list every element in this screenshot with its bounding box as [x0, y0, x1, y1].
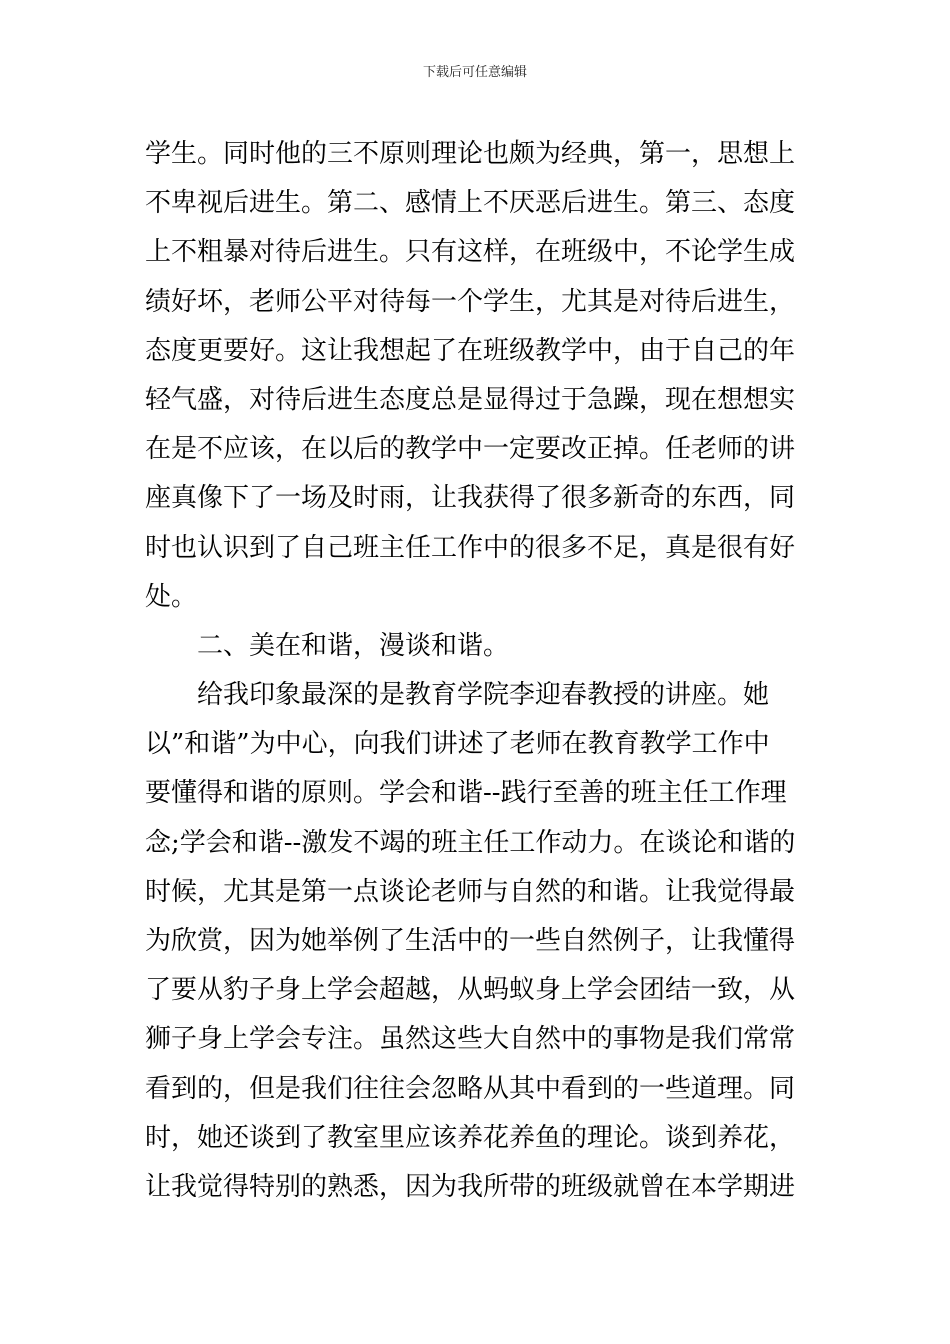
- text-line: 要懂得和谐的原则。学会和谐--践行至善的班主任工作理: [145, 778, 787, 809]
- text-line: 时也认识到了自己班主任工作中的很多不足，真是很有好: [145, 532, 796, 563]
- text-line: 绩好坏，老师公平对待每一个学生，尤其是对待后进生，: [145, 286, 796, 317]
- text-line: 轻气盛，对待后进生态度总是显得过于急躁，现在想想实: [145, 384, 796, 415]
- text-line: 学生。同时他的三不原则理论也颇为经典，第一，思想上: [145, 139, 796, 169]
- document-body: [145, 130, 815, 1212]
- text-line: 以”和谐”为中心，向我们讲述了老师在教育教学工作中: [145, 729, 770, 760]
- text-line: 上不粗暴对待后进生。只有这样，在班级中，不论学生成: [145, 237, 796, 268]
- text-line: 不卑视后进生。第二、感情上不厌恶后进生。第三、态度: [145, 188, 796, 219]
- text-line: 给我印象最深的是教育学院李迎春教授的讲座。她: [145, 680, 770, 711]
- text-line: 在是不应该，在以后的教学中一定要改正掉。任老师的讲: [145, 434, 796, 465]
- text-line: 为欣赏，因为她举例了生活中的一些自然例子，让我懂得: [145, 926, 796, 956]
- section-heading: 二、美在和谐，漫谈和谐。: [145, 630, 510, 661]
- text-line: 座真像下了一场及时雨，让我获得了很多新奇的东西，同: [145, 483, 796, 514]
- text-line: 狮子身上学会专注。虽然这些大自然中的事物是我们常常: [145, 1024, 796, 1055]
- page-header: 下载后可任意编辑: [422, 65, 527, 80]
- text-line: 让我觉得特别的熟悉，因为我所带的班级就曾在本学期进: [145, 1171, 796, 1202]
- text-line: 时候，尤其是第一点谈论老师与自然的和谐。让我觉得最: [145, 876, 796, 907]
- text-line: 看到的，但是我们往往会忽略从其中看到的一些道理。同: [145, 1073, 796, 1104]
- text-line: 态度更要好。这让我想起了在班级教学中，由于自己的年: [145, 335, 796, 366]
- text-line: 了要从豹子身上学会超越，从蚂蚁身上学会团结一致，从: [145, 975, 796, 1006]
- text-line: 时，她还谈到了教室里应该养花养鱼的理论。谈到养花，: [145, 1122, 796, 1153]
- text-line: 处。: [145, 581, 198, 612]
- text-line: 念;学会和谐--激发不竭的班主任工作动力。在谈论和谐的: [145, 827, 796, 858]
